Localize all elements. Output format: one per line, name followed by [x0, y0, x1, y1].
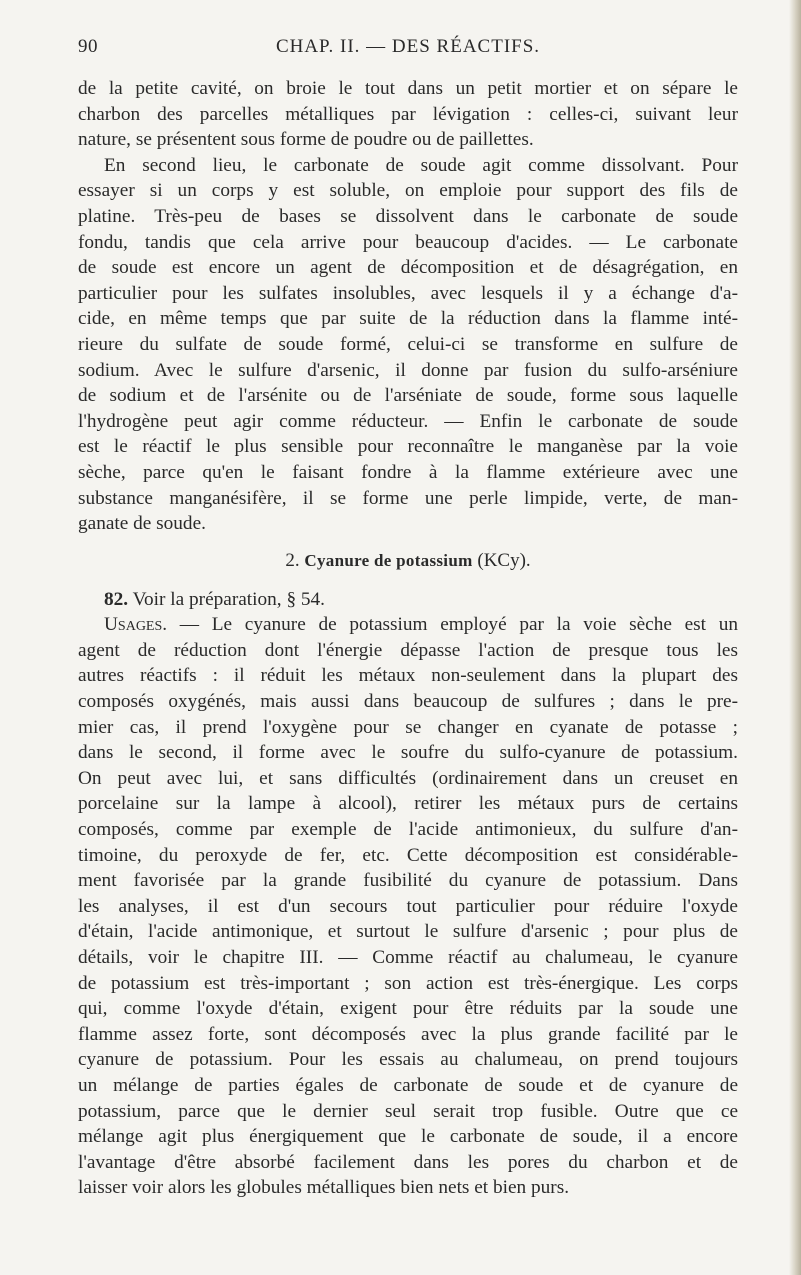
text-line: de soude est encore un agent de décomposition et de désagrégation, en: [78, 257, 738, 279]
text-line: qui, comme l'oxyde d'étain, exigent pour être réduits par la soude une: [78, 998, 738, 1020]
text-line: de potassium est très-important ; son action est très-énergique. Les corps: [78, 972, 738, 994]
text-line: les analyses, il est d'un secours tout particulier pour réduire l'oxyde: [78, 895, 738, 917]
text-line: cide, en même temps que par suite de la réduction dans la flamme inté-: [78, 308, 738, 330]
paragraph-number: 82.: [104, 588, 129, 610]
text-line: On peut avec lui, et sans difficultés (ordinairement dans un creuset en: [78, 767, 738, 789]
page-edge-shadow: [789, 0, 801, 1275]
paragraph-carbonate-dissolvant: [78, 153, 738, 537]
text-line: d'étain, l'acide antimonique, et surtout le sulfure d'arsenic ; pour plus de: [78, 921, 738, 943]
text-line: de la petite cavité, on broie le tout dans un petit mortier et on sépare le: [78, 78, 738, 99]
text-line: composés oxygénés, mais aussi dans beaucoup de sulfures ; dans le pre-: [78, 691, 738, 713]
text-line: mier cas, il prend l'oxygène pour se changer en cyanate de potasse ;: [78, 716, 738, 738]
text-line: agent de réduction dont l'énergie dépasse l'action de presque tous les: [78, 639, 738, 661]
paragraph-preparation: [78, 587, 738, 613]
text-line: En second lieu, le carbonate de soude agit comme dissolvant. Pour: [104, 154, 738, 176]
text-line: fondu, tandis que cela arrive pour beaucoup d'acides. — Le carbonate: [78, 231, 738, 253]
text-line: platine. Très-peu de bases se dissolvent dans le carbonate de soude: [78, 205, 738, 227]
text-line: potassium, parce que le dernier seul serait trop fusible. Outre que ce: [78, 1100, 738, 1122]
page-header: [78, 36, 738, 66]
text-line: composés, comme par exemple de l'acide antimonieux, du sulfure d'an-: [78, 819, 738, 841]
text-line: [78, 612, 738, 638]
paragraph-usages: [78, 612, 738, 1201]
section-heading: [78, 547, 738, 575]
text-line: l'hydrogène peut agir comme réducteur. — Enfin le carbonate de soude: [78, 410, 738, 432]
text-line: ganate de soude.: [78, 513, 206, 535]
text-line: sèche, parce qu'en le faisant fondre à la flamme extérieure avec une: [78, 461, 738, 483]
section-title: Cyanure de potassium: [304, 550, 473, 570]
section-formula: (KCy).: [477, 549, 531, 571]
text-line: mélange agit plus énergiquement que le carbonate de soude, il a encore: [78, 1126, 738, 1148]
page-number: 90: [78, 36, 98, 57]
text-line: timoine, du peroxyde de fer, etc. Cette décomposition est considérable-: [78, 844, 738, 866]
text-line: détails, voir le chapitre III. — Comme réactif au chalumeau, le cyanure: [78, 947, 738, 968]
text-line: nature, se présentent sous forme de poudre ou de paillettes.: [78, 129, 534, 151]
text-line: sodium. Avec le sulfure d'arsenic, il donne par fusion du sulfo-arséniure: [78, 359, 738, 381]
text-line: flamme assez forte, sont décomposés avec la plus grande facilité par le: [78, 1023, 738, 1045]
paragraph-text: Voir la préparation, § 54.: [132, 588, 326, 610]
text-line: substance manganésifère, il se forme une perle limpide, verte, de man-: [78, 487, 738, 509]
running-title: CHAP. II. — DES RÉACTIFS.: [275, 36, 541, 57]
usages-first-line: — Le cyanure de potassium employé par la voie sèche est un: [179, 614, 738, 636]
text-line: un mélange de parties égales de carbonate de soude et de cyanure de: [78, 1074, 738, 1096]
text-line: dans le second, il forme avec le soufre du sulfo-cyanure de potassium.: [78, 742, 738, 764]
text-line: essayer si un corps y est soluble, on emploie pour support des fils de: [78, 180, 738, 202]
text-line: est le réactif le plus sensible pour reconnaître le manganèse par la voie: [78, 436, 738, 458]
text-line: rieure du sulfate de soude formé, celui-ci se transforme en sulfure de: [78, 333, 738, 355]
text-line: cyanure de potassium. Pour les essais au chalumeau, on prend toujours: [78, 1049, 738, 1071]
text-line: de sodium et de l'arsénite ou de l'arséniate de soude, forme sous laquelle: [78, 385, 738, 407]
usages-label: Usages.: [104, 614, 168, 636]
text-line: l'avantage d'être absorbé facilement dans les pores du charbon et de: [78, 1151, 738, 1173]
text-line: charbon des parcelles métalliques par lévigation : celles-ci, suivant leur: [78, 103, 738, 125]
section-number: 2.: [285, 549, 300, 571]
text-line: porcelaine sur la lampe à alcool), retirer les métaux purs de certains: [78, 793, 738, 815]
text-line: ment favorisée par la grande fusibilité du cyanure de potassium. Dans: [78, 870, 738, 892]
text-line: particulier pour les sulfates insolubles, avec lesquels il y a échange d'a-: [78, 282, 738, 304]
text-line: autres réactifs : il réduit les métaux non-seulement dans la plupart des: [78, 665, 738, 687]
paragraph-continuation: [78, 76, 738, 153]
page-body: [78, 76, 738, 1201]
text-line: laisser voir alors les globules métalliques bien nets et bien purs.: [78, 1177, 570, 1199]
text-line: [78, 587, 738, 613]
